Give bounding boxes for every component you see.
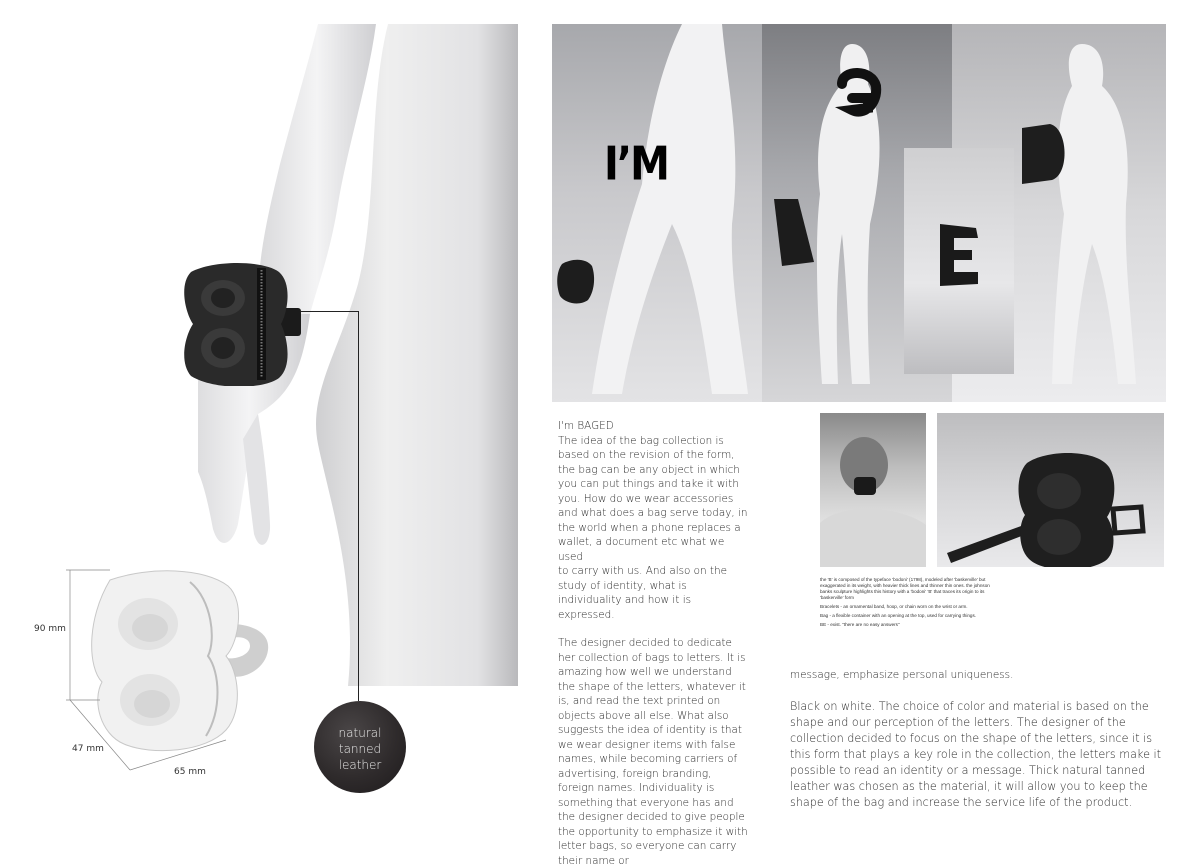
text-column-1 — [558, 419, 748, 868]
swatch-label-line: tanned — [338, 742, 382, 756]
technical-drawing — [34, 560, 290, 790]
mannequin-collage — [552, 24, 1166, 402]
white-model-render — [40, 560, 290, 790]
dimension-height: 90 mm — [34, 624, 66, 634]
article-title: I'm BAGED — [558, 420, 614, 432]
paragraph: The designer decided to dedicate her collection of bags to letters. It is amazing how well we understand the shape of the letters, whatever it is, and read the text printed on objects above all else. What also suggests the idea of identity is that we wear designer items with false names, while becoming carriers of advertising, foreign branding, foreign names. Individuality is something that everyone has and the designer decided to give people the opportunity to emphasize it with letter bags, so everyone can carry their name or — [558, 637, 748, 867]
swatch-label-line: leather — [338, 758, 382, 772]
bracelet-render-photo — [937, 413, 1164, 567]
callout-line — [300, 311, 358, 312]
swatch-label — [314, 725, 406, 773]
paragraph: The idea of the bag collection is based on the revision of the form, the bag can be any object in which you can put things and take it with you. How do we wear accessories and what does a bag serve today, in the world when a phone replaces a wallet, a document etc what we used — [558, 434, 748, 563]
letter-bag-bracelet-image — [183, 262, 301, 386]
fineprint-line: BE - exist. "there are no easy answers" — [820, 622, 900, 627]
callout-line — [358, 311, 359, 701]
paragraph: to carry with us. And also on the study of identity, what is individuality and how it is expressed. — [558, 565, 727, 621]
dimension-depth: 47 mm — [72, 744, 104, 754]
model-photo — [820, 413, 926, 567]
swatch-label-line: natural — [338, 726, 382, 740]
paragraph: message, emphasize personal uniqueness. — [790, 669, 1014, 681]
leather-swatch — [314, 701, 406, 793]
collage-heading: I’M — [604, 138, 668, 191]
fineprint-line: Bracelets - an ornamental band, hoop, or chain worn on the wrist or arm. — [820, 604, 968, 609]
fineprint-line: Bag - a flexible container with an opening at the top, used for carrying things. — [820, 613, 977, 618]
collage-figures — [552, 24, 1166, 402]
fineprint-notes — [820, 577, 990, 631]
paragraph: Black on white. The choice of color and material is based on the shape and our perception of the letters. The designer of the collection decided to focus on the shape of the letters, since it is this form that plays a key role in the collection, the letters make it possible to read an identity or a message. Thick natural tanned leather was chosen as the material, it will allow you to keep the shape of the bag and increase the service life of the product. — [790, 699, 1162, 809]
fineprint-line: the 'B' is composed of the typeface 'bodoni' (1798), modeled after 'baskerville' but exaggerated in its weight, with heavier thick lines and thinner thin ones. the johnson banks sculpture highlights this history with a 'bodoni' 'B' that traces its origin to its 'baskerville' form — [820, 577, 990, 600]
text-column-2 — [790, 668, 1162, 811]
dimension-width: 65 mm — [174, 767, 206, 777]
